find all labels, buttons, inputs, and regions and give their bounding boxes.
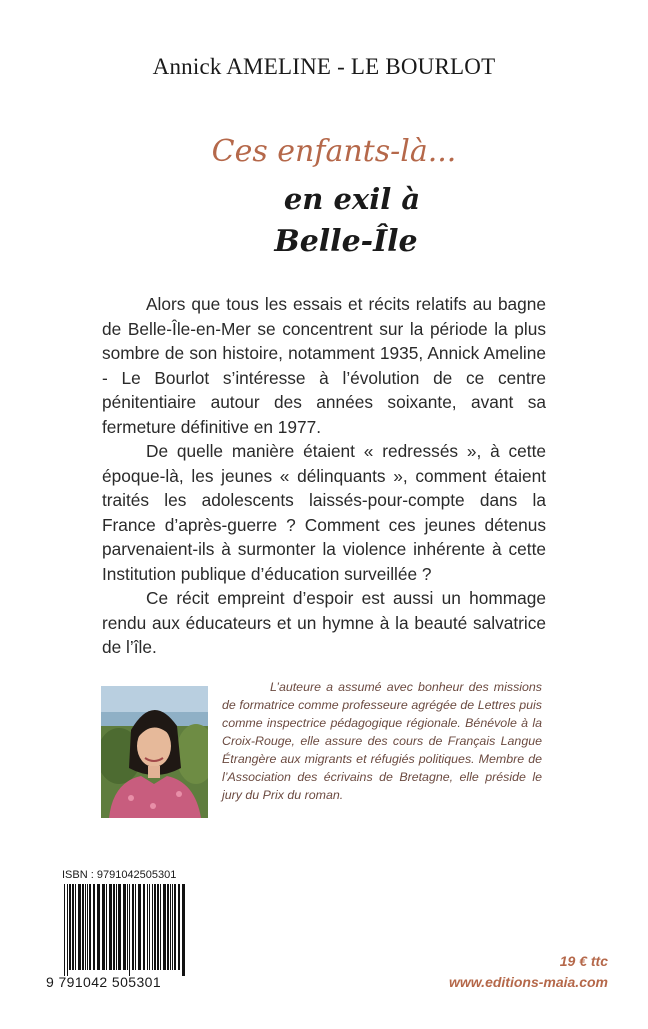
barcode-bar: [129, 884, 130, 976]
barcode-bar: [102, 884, 105, 970]
barcode: [62, 884, 188, 976]
barcode-bar: [93, 884, 95, 970]
barcode-bar: [178, 884, 180, 970]
barcode-bar: [172, 884, 173, 970]
summary-paragraph: Ce récit empreint d’espoir est aussi un hommage rendu aux éducateurs et un hymne à la beauté salvatrice de l’île.: [102, 588, 546, 657]
isbn-label: ISBN : 9791042505301: [62, 869, 177, 881]
barcode-bar: [132, 884, 134, 970]
barcode-digits: 9 791042 505301: [46, 974, 161, 990]
barcode-bar: [64, 884, 65, 976]
author-photo: [101, 686, 208, 818]
barcode-bar: [118, 884, 121, 970]
barcode-bar: [78, 884, 81, 970]
barcode-bar: [160, 884, 161, 970]
barcode-bar: [127, 884, 128, 970]
barcode-bar: [97, 884, 100, 970]
barcode-bar: [85, 884, 86, 970]
barcode-bar: [72, 884, 74, 970]
barcode-bar: [89, 884, 91, 970]
barcode-bar: [154, 884, 156, 970]
publisher-website[interactable]: www.editions-maia.com: [449, 974, 608, 990]
title-line-2: en exil à: [283, 182, 421, 216]
barcode-bar: [170, 884, 171, 970]
author-name: Annick AMELINE - LE BOURLOT: [152, 54, 496, 79]
barcode-bar: [138, 884, 141, 970]
barcode-bar: [113, 884, 115, 970]
barcode-bar: [143, 884, 145, 970]
barcode-bar: [152, 884, 153, 970]
barcode-bar: [106, 884, 107, 970]
summary-text: [102, 292, 546, 660]
barcode-bar: [75, 884, 76, 970]
barcode-bar: [163, 884, 166, 970]
author-bio: L’auteure a assumé avec bonheur des missions de formatrice comme professeure agrégée de Lettres puis comme inspectrice pédagogique régionale. Bénévole à la Croix-Rouge, elle assure des cours de Français Langue Étrangère aux migrants et réfugiés politiques. Membre de l’Association des écrivains de Bretagne, elle préside le jury du Prix du roman.: [222, 680, 542, 802]
title-line-1: Ces enfants-là...: [211, 134, 457, 169]
barcode-bar: [69, 884, 71, 970]
barcode-bar: [82, 884, 84, 970]
barcode-bar: [123, 884, 126, 970]
price: 19 € ttc: [559, 953, 608, 969]
summary-paragraph: Alors que tous les essais et récits relatifs au bagne de Belle-Île-en-Mer se concentrent sur la période la plus sombre de son histoire, notamment 1935, Annick Ameline - Le Bourlot s’intéresse à l’évolution de ce centre pénitentiaire autour des années soixante, avant sa fermeture définitive en 1977.: [102, 294, 546, 437]
barcode-bar: [174, 884, 176, 970]
barcode-bar: [116, 884, 117, 970]
barcode-bar: [147, 884, 148, 970]
barcode-bar: [87, 884, 88, 970]
title-line-3: Belle-Île: [274, 224, 418, 259]
barcode-bar: [135, 884, 136, 970]
barcode-bar: [67, 884, 68, 976]
barcode-bar: [182, 884, 185, 976]
barcode-bar: [149, 884, 150, 970]
barcode-bar: [157, 884, 159, 970]
barcode-bar: [109, 884, 112, 970]
barcode-bar: [167, 884, 169, 970]
summary-paragraph: De quelle manière étaient « redressés », à cette époque-là, les jeunes « délinquants », comment étaient traités les adolescents laissés-pour-compte dans la France d’après-guerre ? Comment ces jeunes détenus parvenaient-ils à surmonter la violence inhérente à cette Institution publique d’éducation surveillée ?: [102, 441, 546, 584]
